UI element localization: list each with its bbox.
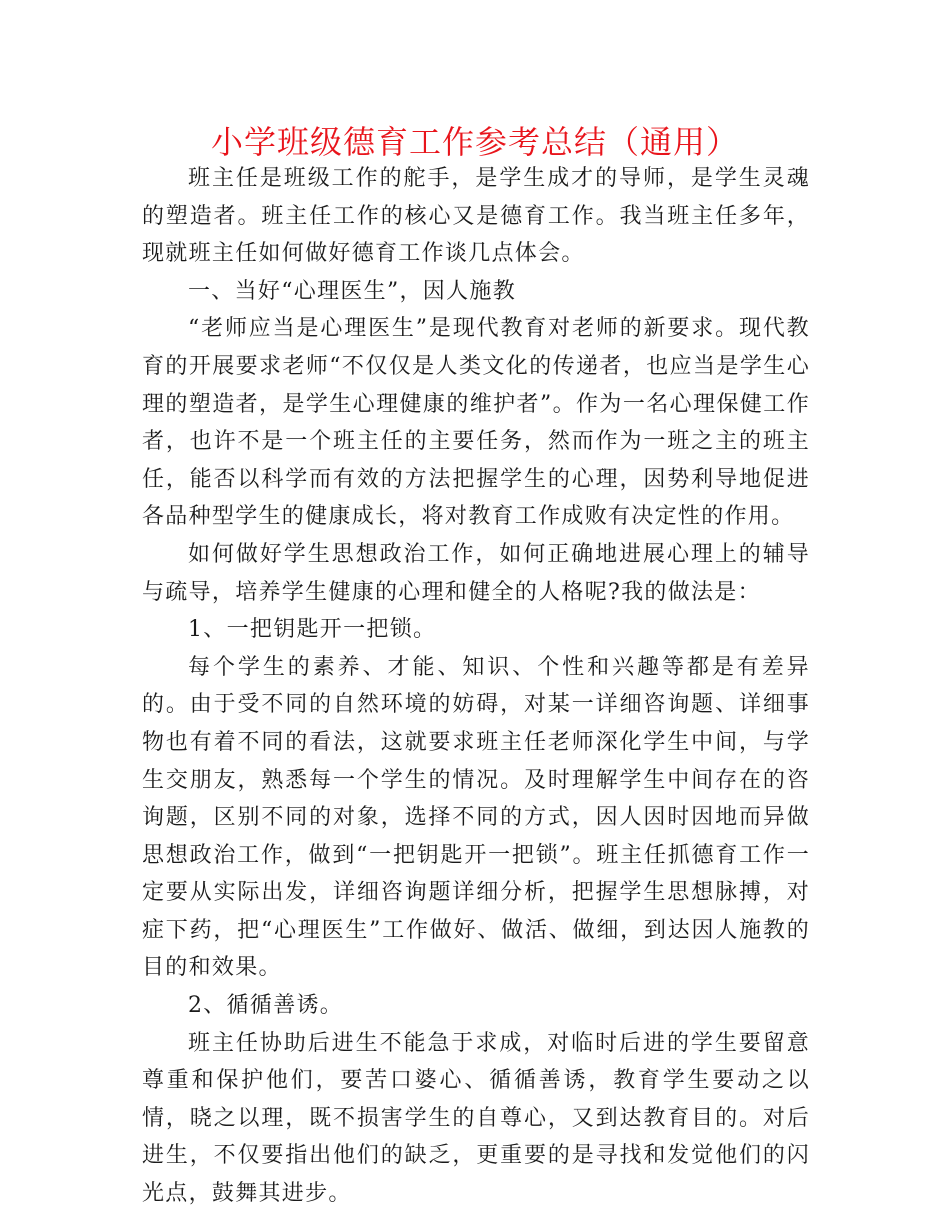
paragraph-intro: 班主任是班级工作的舵手，是学生成才的导师，是学生灵魂的塑造者。班主任工作的核心又是德育工作。我当班主任多年，现就班主任如何做好德育工作谈几点体会。 xyxy=(142,166,810,267)
paragraph-psychologist: “老师应当是心理医生”是现代教育对老师的新要求。现代教育的开展要求老师“不仅仅是人类文化的传递者，也应当是学生心理的塑造者，是学生心理健康的维护者”。作为一名心理保健工作者，也许不是一个班主任的主要任务，然而作为一班之主的班主任，能否以科学而有效的方法把握学生的心理，因势利导地促进各品种型学生的健康成长，将对教育工作成败有决定性的作用。 xyxy=(142,316,810,530)
document-title: 小学班级德育工作参考总结（通用） xyxy=(210,123,739,161)
subheading-2: 2、循循善诱。 xyxy=(188,993,344,1019)
paragraph-key-lock: 每个学生的素养、才能、知识、个性和兴趣等都是有差异的。由于受不同的自然环境的妨碍，对某一详细咨询题、详细事物也有着不同的看法，这就要求班主任老师深化学生中间，与学生交朋友，熟悉每一个学生的情况。及时理解学生中间存在的咨询题，区别不同的对象，选择不同的方式，因人因时因地而异做思想政治工作，做到“一把钥匙开一把锁”。班主任抓德育工作一定要从实际出发，详细咨询题详细分析，把握学生思想脉搏，对症下药，把“心理医生”工作做好、做活、做细，到达因人施教的目的和效果。 xyxy=(142,654,810,981)
document-body xyxy=(142,160,810,1213)
subheading-1: 1、一把钥匙开一把锁。 xyxy=(188,617,437,643)
paragraph-method-question: 如何做好学生思想政治工作，如何正确地进展心理上的辅导与疏导，培养学生健康的心理和健全的人格呢?我的做法是： xyxy=(142,541,810,605)
section-heading-1: 一、当好“心理医生”，因人施教 xyxy=(188,278,516,304)
paragraph-guidance: 班主任协助后进生不能急于求成，对临时后进的学生要留意尊重和保护他们，要苦口婆心、循循善诱，教育学生要动之以情，晓之以理，既不损害学生的自尊心，又到达教育目的。对后进生，不仅要指出他们的缺乏，更重要的是寻找和发觉他们的闪光点，鼓舞其进步。 xyxy=(142,1030,810,1207)
